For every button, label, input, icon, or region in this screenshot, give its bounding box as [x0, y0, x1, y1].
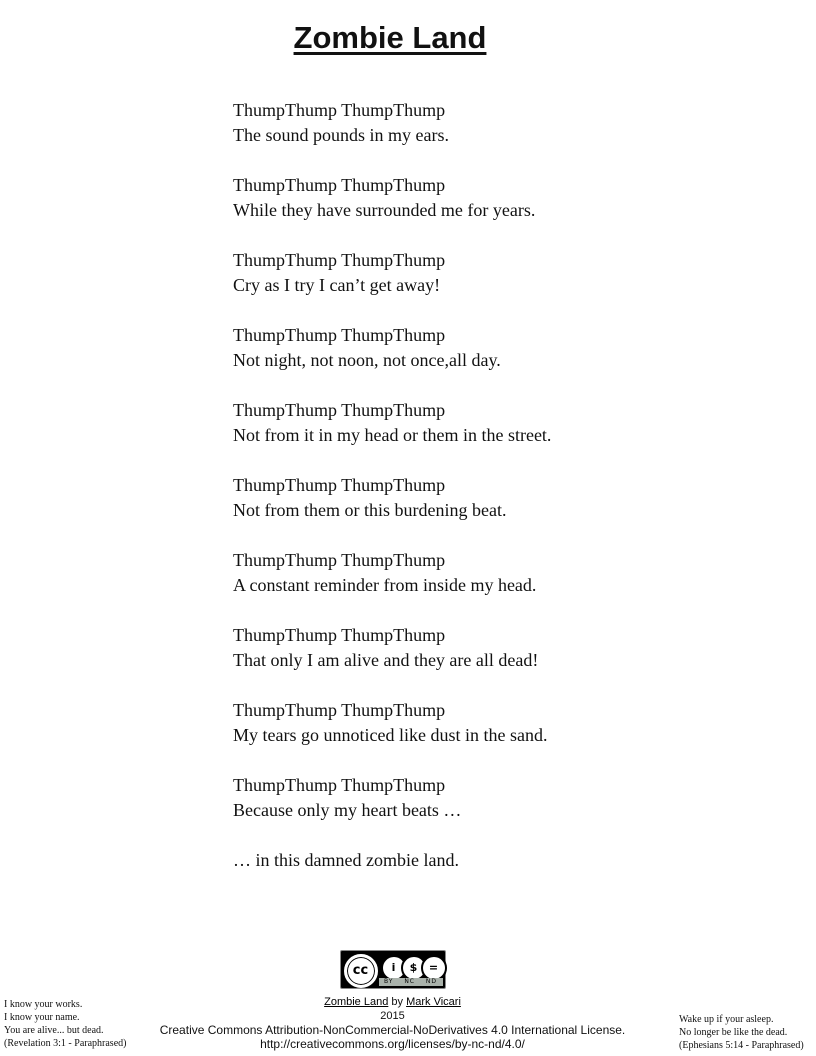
- by-text: by: [391, 996, 404, 1008]
- verse-line: You are alive... but dead.: [4, 1025, 104, 1036]
- poem-line: ThumpThump ThumpThump: [233, 625, 446, 645]
- stanza: [233, 773, 753, 823]
- poem-line: ThumpThump ThumpThump: [233, 175, 446, 195]
- poem-line: ThumpThump ThumpThump: [233, 400, 446, 420]
- poem-line: Cry as I try I can’t get away!: [233, 275, 441, 295]
- badge-label-strip: [379, 978, 443, 986]
- stanza: [233, 623, 753, 673]
- poem-line: ThumpThump ThumpThump: [233, 700, 446, 720]
- page-title: Zombie Land: [293, 20, 487, 55]
- attribution-icon: i: [381, 955, 407, 981]
- stanza: [233, 698, 753, 748]
- stanza: [233, 473, 753, 523]
- stanza: [233, 323, 753, 373]
- verse-line: I know your works.: [4, 999, 83, 1010]
- poem-line: Not from them or this burdening beat.: [233, 500, 507, 520]
- noncommercial-icon: $: [401, 955, 427, 981]
- stanza: [233, 398, 753, 448]
- license-year: 2015: [380, 1010, 405, 1022]
- attribution-line: [150, 995, 635, 1009]
- stanza: [233, 173, 753, 223]
- poem-line: ThumpThump ThumpThump: [233, 475, 446, 495]
- stanza-final: [233, 848, 753, 873]
- verse-line: No longer be like the dead.: [679, 1027, 788, 1038]
- poem-line: That only I am alive and they are all dead!: [233, 650, 539, 670]
- poem-line: Not night, not noon, not once,all day.: [233, 350, 501, 370]
- right-verse: [679, 1013, 804, 1052]
- poem-line: … in this damned zombie land.: [233, 850, 459, 870]
- license-period: .: [621, 1023, 626, 1037]
- license-url: http://creativecommons.org/licenses/by-nc-nd/4.0/: [260, 1037, 525, 1051]
- creative-commons-badge[interactable]: [340, 950, 446, 989]
- author-link[interactable]: Mark Vicari: [406, 996, 461, 1008]
- poem-line: ThumpThump ThumpThump: [233, 550, 446, 570]
- noderivatives-icon: =: [421, 955, 447, 981]
- poem-line: ThumpThump ThumpThump: [233, 100, 446, 120]
- badge-label: ND: [425, 978, 438, 985]
- verse-line: (Revelation 3:1 - Paraphrased): [4, 1038, 127, 1049]
- badge-label: NC: [404, 978, 415, 985]
- license-block: [150, 950, 635, 1051]
- stanza: [233, 248, 753, 298]
- stanza: [233, 548, 753, 598]
- poem-line: While they have surrounded me for years.: [233, 200, 536, 220]
- verse-line: (Ephesians 5:14 - Paraphrased): [679, 1040, 804, 1051]
- poem-line: My tears go unnoticed like dust in the sand.: [233, 725, 548, 745]
- work-title-link[interactable]: Zombie Land: [324, 996, 389, 1008]
- badge-label: BY: [383, 978, 394, 985]
- poem-line: Because only my heart beats …: [233, 800, 462, 820]
- poem-line: ThumpThump ThumpThump: [233, 775, 446, 795]
- stanza: [233, 98, 753, 148]
- poem-line: Not from it in my head or them in the street.: [233, 425, 552, 445]
- poem: [233, 98, 753, 898]
- poem-line: ThumpThump ThumpThump: [233, 325, 446, 345]
- poem-line: A constant reminder from inside my head.: [233, 575, 537, 595]
- license-name-line: [150, 1023, 635, 1037]
- license-name: Creative Commons Attribution-NonCommercial-NoDerivatives 4.0 International License: [159, 1023, 622, 1037]
- cc-logo-icon: cc: [344, 954, 378, 988]
- left-verse: [4, 998, 126, 1050]
- poem-line: ThumpThump ThumpThump: [233, 250, 446, 270]
- verse-line: I know your name.: [4, 1012, 80, 1023]
- poem-line: The sound pounds in my ears.: [233, 125, 449, 145]
- verse-line: Wake up if your asleep.: [679, 1014, 774, 1025]
